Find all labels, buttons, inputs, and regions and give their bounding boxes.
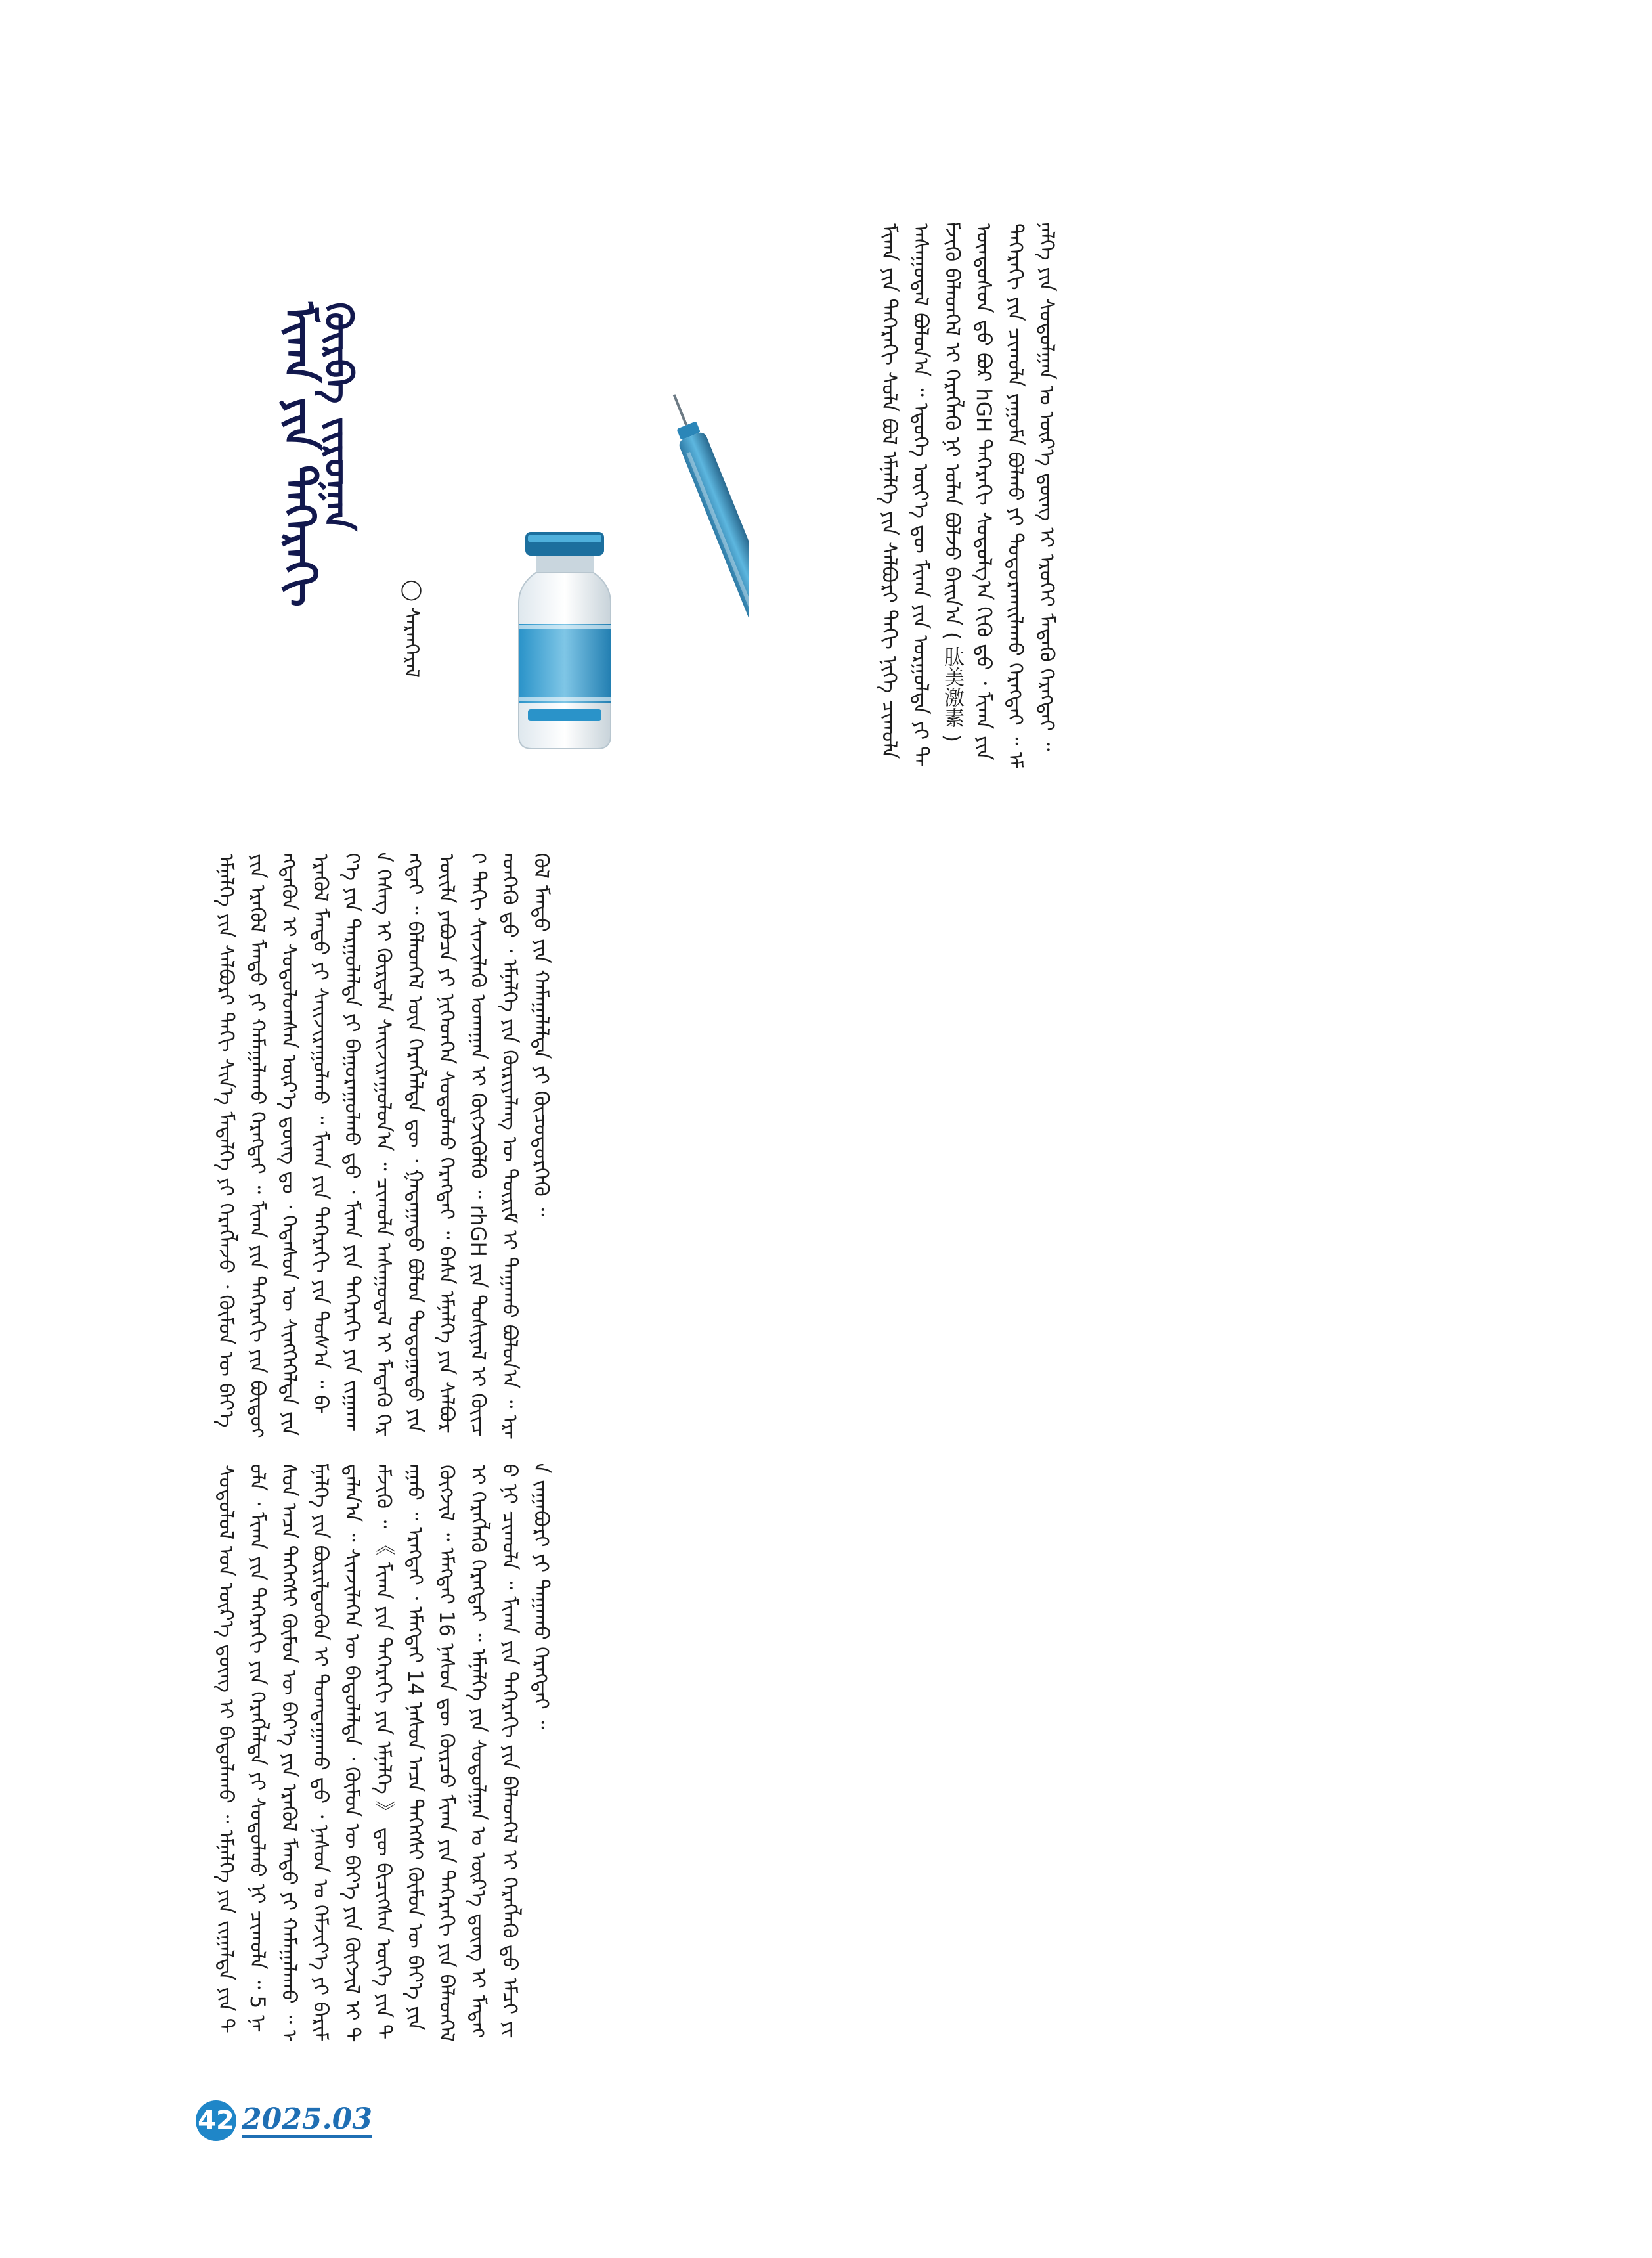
- text-block-bottom-left: ᠰᠤᠳᠤᠯᠤᠯ ᠤᠨ ᠦᠷ᠎ᠡ ᠳ᠋ᠦᠩ ᠢ ᠪᠠᠲᠤᠯᠠᠬᠤ ᠃ ᠡᠮᠨᠡᠯᠭᠡ ᠶᠢᠨ ᠵᠢᠭᠠᠯᠲᠠ ᠶᠢᠨ ᠲᠤᠯᠠ ᠂ ᠮᠢᠬᠠ ᠶᠢᠨ ᠳᠡᠭᠡᠷᠡᠬᠢ ᠶᠢᠨ ᠬᠡᠷᠡᠭᠯᠡᠯᠲᠡ ᠶᠢ ᠰᠤᠳᠤᠯᠬᠤ ᠨᠢ ᠴᠢᠬᠤᠯᠠ ᠃ 5 ᠨᠠᠰᠤᠨ ᠠᠴᠠ ᠳᠡᠭᠡᠭᠰᠢ ᠬᠦᠮᠦᠨ ᠦ ᠪᠡᠶ᠎ᠡ ᠶᠢᠨ ᠡᠷᠡᠭᠦᠯ ᠮᠡᠨᠳᠦ ᠶᠢ ᠬᠠᠮᠠᠭᠠᠯᠠᠬᠤ ᠃ ᠡᠮᠨᠡᠯᠭᠡ ᠶᠢᠨ ᠪᠦᠷᠢᠯᠳᠦᠬᠦᠨ ᠢ ᠲᠣᠭᠲᠠᠭᠠᠬᠤ ᠳ᠋ᠤ ᠂ ᠨᠠᠰᠤᠨ ᠤ ᠬᠡᠮᠵᠢᠶ᠎ᠡ ᠶᠢ ᠪᠠᠷᠢᠮᠲᠠᠯᠠᠨ᠎ᠠ ᠃ ᠰᠢᠨᠵᠢᠯᠡᠭᠡᠨ ᠦ ᠪᠠᠲᠤᠯᠠᠯᠲᠠ ᠂ ᠬᠦᠮᠦᠨ ᠦ ᠪᠡᠶ᠎ᠡ ᠶᠢᠨ ᠬᠦᠭᠵᠢᠯ ᠢ ᠳᠡᠮᠵᠢᠬᠦ ᠃ 《 ᠮᠢᠬᠠ ᠶᠢᠨ ᠳᠡᠭᠡᠷᠡᠬᠢ ᠶᠢᠨ ᠡᠮᠨᠡᠯᠭᠡ 》 ᠳᠦ ᠪᠢᠴᠢᠭᠰᠡᠨ ᠦᠭᠡ ᠶᠢᠨ ᠳᠠᠭᠠᠤ ᠃ ᠡᠷᠡᠭᠲᠡᠢ ᠂ ᠡᠮᠡᠭᠲᠡᠢ 14 ᠨᠠᠰᠤᠨ ᠠᠴᠠ ᠳᠡᠭᠡᠭᠰᠢ ᠬᠦᠮᠦᠨ ᠦ ᠪᠡᠶ᠎ᠡ ᠶᠢᠨ ᠬᠦᠭᠵᠢᠯ ᠃ ᠡᠮᠡᠭᠲᠡᠢ 16 ᠨᠠᠰᠤᠨ ᠳᠦ ᠬᠦᠷᠴᠦ ᠮᠢᠬᠠ ᠶᠢᠨ ᠳᠡᠭᠡᠷᠡᠬᠢ ᠶᠢᠨ ᠪᠡᠯᠡᠳᠬᠡᠯ ᠢ ᠬᠡᠷᠡᠭᠯᠡᠬᠦ ᠬᠡᠷᠡᠭᠲᠡᠢ ᠃ ᠡᠮᠨᠡᠯᠭᠡ ᠶᠢᠨ ᠰᠤᠳᠤᠯᠭᠠᠨ ᠤ ᠦᠷ᠎ᠡ ᠳ᠋ᠦᠩ ᠢ ᠮᠡᠳᠡᠬᠦ ᠨᠢ ᠴᠢᠬᠤᠯᠠ ᠃ ᠮᠢᠬᠠ ᠶᠢᠨ ᠳᠡᠭᠡᠷᠡᠬᠢ ᠶᠢᠨ ᠪᠡᠯᠡᠳᠬᠡᠯ ᠢ ᠬᠡᠷᠡᠭᠯᠡᠬᠦ ᠳ᠋ᠤ ᠡᠮᠴᠢ ᠶᠢᠨ ᠵᠠᠭᠠᠪᠤᠷᠢ ᠶᠢ ᠳᠠᠭᠠᠬᠤ ᠬᠡᠷᠡᠭᠲᠡᠢ ᠃: [214, 1465, 553, 2043]
- text-block-top-right: ᠮᠢᠬᠠ ᠶᠢᠨ ᠳᠡᠭᠡᠷᠡᠬᠢ ᠰᠤᠯᠠ ᠪᠤᠯ ᠡᠮᠨᠡᠯᠭᠡ ᠶᠢᠨ ᠰᠠᠯᠪᠤᠷᠢ ᠳᠠᠬᠢ ᠨᠢᠭᠡ ᠴᠢᠬᠤᠯᠠ ᠠᠰᠠᠭᠤᠳᠠᠯ ᠪᠣᠯᠤᠨ᠎ᠠ ᠃ ᠡᠳᠦᠭᠡ ᠦᠶ᠎ᠡ ᠳᠦ ᠮᠢᠬᠠ ᠶᠢᠨ ᠤᠷᠭᠤᠯᠲᠠ ᠶᠢ ᠳᠡᠮᠵᠢᠬᠦ ᠪᠡᠯᠡᠳᠬᠡᠯ ᠢ ᠬᠡᠷᠡᠭᠯᠡᠬᠦ ᠨᠢ ᠣᠯᠠᠨ ᠪᠣᠯᠵᠤ ᠪᠠᠢᠨ᠎ᠠ ( 肽美激素 ) ᠦᠨᠳᠦᠰᠦᠨ ᠳ᠋ᠤ ᠪᠤᠷ hGH ᠳᠡᠭᠡᠷᠡᠬᠢ ᠰᠤᠳᠤᠯᠭ᠎ᠠ ᠬᠢᠬᠦ ᠳ᠋ᠤ ᠂ ᠮᠢᠬᠠ ᠶᠢᠨ ᠳᠡᠭᠡᠷᠡᠬᠢ ᠶᠢᠨ ᠴᠢᠬᠤᠯᠠ ᠶᠠᠭᠤᠮᠠ ᠪᠣᠯᠬᠤ ᠶᠢ ᠲᠣᠳᠣᠷᠬᠠᠢᠯᠠᠬᠤ ᠬᠡᠷᠡᠭᠲᠡᠢ ᠃ ᠡᠮᠨᠡᠯᠭᠡ ᠶᠢᠨ ᠰᠤᠳᠤᠯᠭᠠᠨ ᠤ ᠦᠷ᠎ᠡ ᠳ᠋ᠦᠩ ᠢ ᠡᠷᠦᠬᠡᠢ ᠮᠡᠳᠡᠬᠦ ᠬᠡᠷᠡᠭᠲᠡᠢ ᠃: [877, 223, 1058, 768]
- vial-icon: [519, 532, 611, 749]
- syringe-icon: [653, 394, 749, 720]
- author-byline: ◯ ᠰᠠᠷᠠᠨᠭᠡᠷᠡᠯ: [400, 578, 423, 678]
- page-number: 42: [196, 2100, 236, 2141]
- text-block-middle: ᠡᠮᠨᠡᠯᠭᠡ ᠶᠢᠨ ᠰᠠᠯᠪᠤᠷᠢ ᠳᠠᠬᠢ ᠰᠢᠨ᠎ᠡ ᠮᠡᠳᠡᠯᠭᠡ ᠶᠢ ᠬᠡᠷᠡᠭᠯᠡᠵᠦ ᠂ ᠬᠦᠮᠦᠨ ᠦ ᠪᠡᠶ᠎ᠡ ᠶᠢᠨ ᠡᠷᠡᠭᠦᠯ ᠮᠡᠨᠳᠦ ᠶᠢ ᠬᠠᠮᠠᠭᠠᠯᠠᠬᠤ ᠬᠡᠷᠡᠭᠲᠡᠢ ᠃ ᠮᠢᠬᠠ ᠶᠢᠨ ᠳᠡᠭᠡᠷᠡᠬᠢ ᠶᠢᠨ ᠪᠦᠲᠦᠭᠡᠭᠳᠡᠬᠦᠨ ᠢ ᠰᠤᠳᠤᠯᠤᠭᠰᠠᠨ ᠦᠷ᠎ᠡ ᠳ᠋ᠦᠩ ᠳᠤ ᠂ ᠭᠡᠳᠡᠰᠦᠨ ᠦ ᠰᠢᠩᠭᠡᠭᠡᠯᠲᠡ ᠶᠢᠨ ᠡᠷᠡᠭᠦᠯ ᠮᠡᠨᠳᠦ ᠶᠢ ᠰᠠᠢᠵᠢᠷᠠᠭᠤᠯᠬᠤ ᠃ ᠮᠢᠬᠠ ᠶᠢᠨ ᠳᠡᠭᠡᠷᠡᠬᠢ ᠶᠢᠨ ᠲᠤᠰ᠎ᠠ ᠃ ᠪᠡᠶ᠎ᠡ ᠶᠢᠨ ᠲᠠᠷᠭᠤᠯᠠᠯᠲᠠ ᠶᠢ ᠪᠠᠭᠤᠷᠠᠭᠤᠯᠬᠤ ᠳ᠋ᠤ ᠂ ᠮᠢᠬᠠ ᠶᠢᠨ ᠳᠡᠭᠡᠷᠡᠬᠢ ᠶᠢᠨ ᠵᠢᠭᠠᠬᠠᠨ ᠬᠡᠰᠡᠭ ᠢ ᠬᠦᠷᠲᠡᠯᠡ ᠰᠠᠢᠵᠢᠷᠠᠭᠤᠯᠤᠨ᠎ᠠ ᠃ ᠴᠢᠬᠤᠯᠠ ᠠᠰᠠᠭᠤᠳᠠᠯ ᠢ ᠮᠡᠳᠡᠬᠦ ᠬᠡᠷᠡᠭᠲᠡᠢ ᠃ ᠪᠡᠯᠡᠳᠬᠡᠯ ᠦᠨ ᠬᠡᠷᠡᠭᠯᠡᠯᠲᠡ ᠳᠦ ᠂ ᠭᠠᠳᠠᠭᠠᠳᠤ ᠪᠣᠯᠤᠨ ᠳᠣᠲᠣᠭᠠᠳᠤ ᠶᠢᠨ ᠦᠢᠯᠡ ᠶᠠᠪᠤᠴᠠ ᠶᠢ ᠨᠢᠭᠡᠳᠭᠡᠨ ᠰᠤᠳᠤᠯᠬᠤ ᠬᠡᠷᠡᠭᠲᠡᠢ ᠃ ᠪᠠᠰᠠ ᠡᠮᠨᠡᠯᠭᠡ ᠶᠢᠨ ᠰᠠᠯᠪᠤᠷᠢ ᠳᠠᠬᠢ ᠰᠢᠨᠵᠢᠯᠡᠬᠦ ᠤᠬᠠᠭᠠᠨ ᠢ ᠬᠦᠭᠵᠢᠭᠦᠯᠬᠦ ᠃ rhGH ᠶᠢᠨ ᠲᠤᠰᠢᠶᠠᠯ ᠢ ᠭᠦᠢᠴᠡᠳᠭᠡᠬᠦ ᠳ᠋ᠤ ᠂ ᠡᠮᠨᠡᠯᠭᠡ ᠶᠢᠨ ᠬᠦᠷᠢᠶᠡᠯᠡᠩ ᠦ ᠳᠦᠷᠢᠮ ᠢ ᠳᠠᠭᠠᠬᠤ ᠪᠣᠯᠤᠨ᠎ᠠ ᠃ ᠡᠷᠡᠭᠦᠯ ᠮᠡᠨᠳᠦ ᠶᠢᠨ ᠬᠠᠮᠠᠭᠠᠯᠠᠯᠲᠠ ᠶᠢ ᠬᠦᠴᠦᠳᠦᠷᠭᠡᠬᠦ ᠃: [214, 854, 553, 1438]
- page-folio: [196, 2099, 372, 2142]
- article-title: ᠮᠢᠬᠠ ᠶᠢᠨ ᠳᠡᠭᠡᠷᠡᠬᠢ: [274, 302, 326, 607]
- article-title-sub: ᠭᠦᠷᠪᠡ ᠵᠢᠷᠤᠭᠠᠨ: [316, 302, 360, 531]
- issue-date: 2025.03: [242, 2104, 372, 2138]
- vial-syringe-illustration: [499, 394, 749, 762]
